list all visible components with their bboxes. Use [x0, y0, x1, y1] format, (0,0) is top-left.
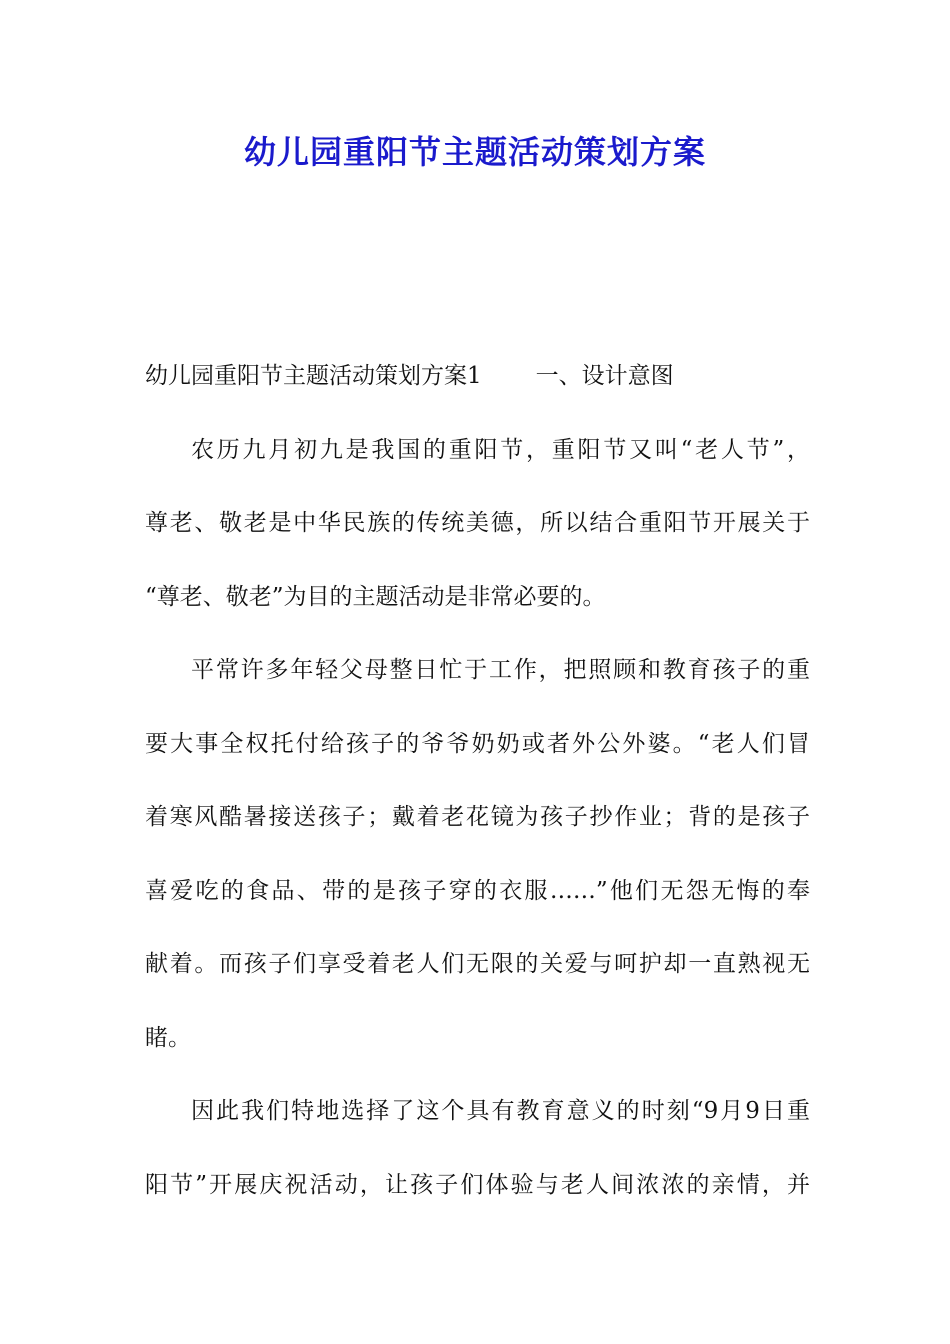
- text-line: 平常许多年轻父母整日忙于工作，把照顾和教育孩子的重: [191, 657, 810, 683]
- plan-name: 幼儿园重阳节主题活动策划方案1: [145, 363, 482, 389]
- text-line: 睹。: [145, 1024, 191, 1051]
- section-heading: 一、设计意图: [535, 363, 674, 389]
- text-line: 要大事全权托付给孩子的爷爷奶奶或者外公外婆。“老人们冒: [145, 730, 810, 757]
- paragraph-3: [145, 1075, 810, 1222]
- text-line: 喜爱吃的食品、带的是孩子穿的衣服……”他们无怨无悔的奉: [145, 877, 810, 904]
- section-heading-line: [145, 340, 810, 414]
- text-line: 着寒风酷暑接送孩子；戴着老花镜为孩子抄作业；背的是孩子: [145, 804, 810, 830]
- text-line: 阳节”开展庆祝活动，让孩子们体验与老人间浓浓的亲情，并: [145, 1171, 810, 1198]
- text-line: 献着。而孩子们享受着老人们无限的关爱与呵护却一直熟视无: [145, 951, 810, 977]
- document-title: 幼儿园重阳节主题活动策划方案: [243, 133, 706, 171]
- paragraph-1: [145, 414, 810, 635]
- text-line: 农历九月初九是我国的重阳节，重阳节又叫“老人节”，: [191, 436, 810, 463]
- text-line: “尊老、敬老”为目的主题活动是非常必要的。: [145, 583, 606, 610]
- document-body: [145, 340, 810, 1222]
- paragraph-2: [145, 634, 810, 1075]
- text-line: 尊老、敬老是中华民族的传统美德，所以结合重阳节开展关于: [145, 510, 810, 536]
- text-line: 因此我们特地选择了这个具有教育意义的时刻“9月9日重: [191, 1098, 810, 1124]
